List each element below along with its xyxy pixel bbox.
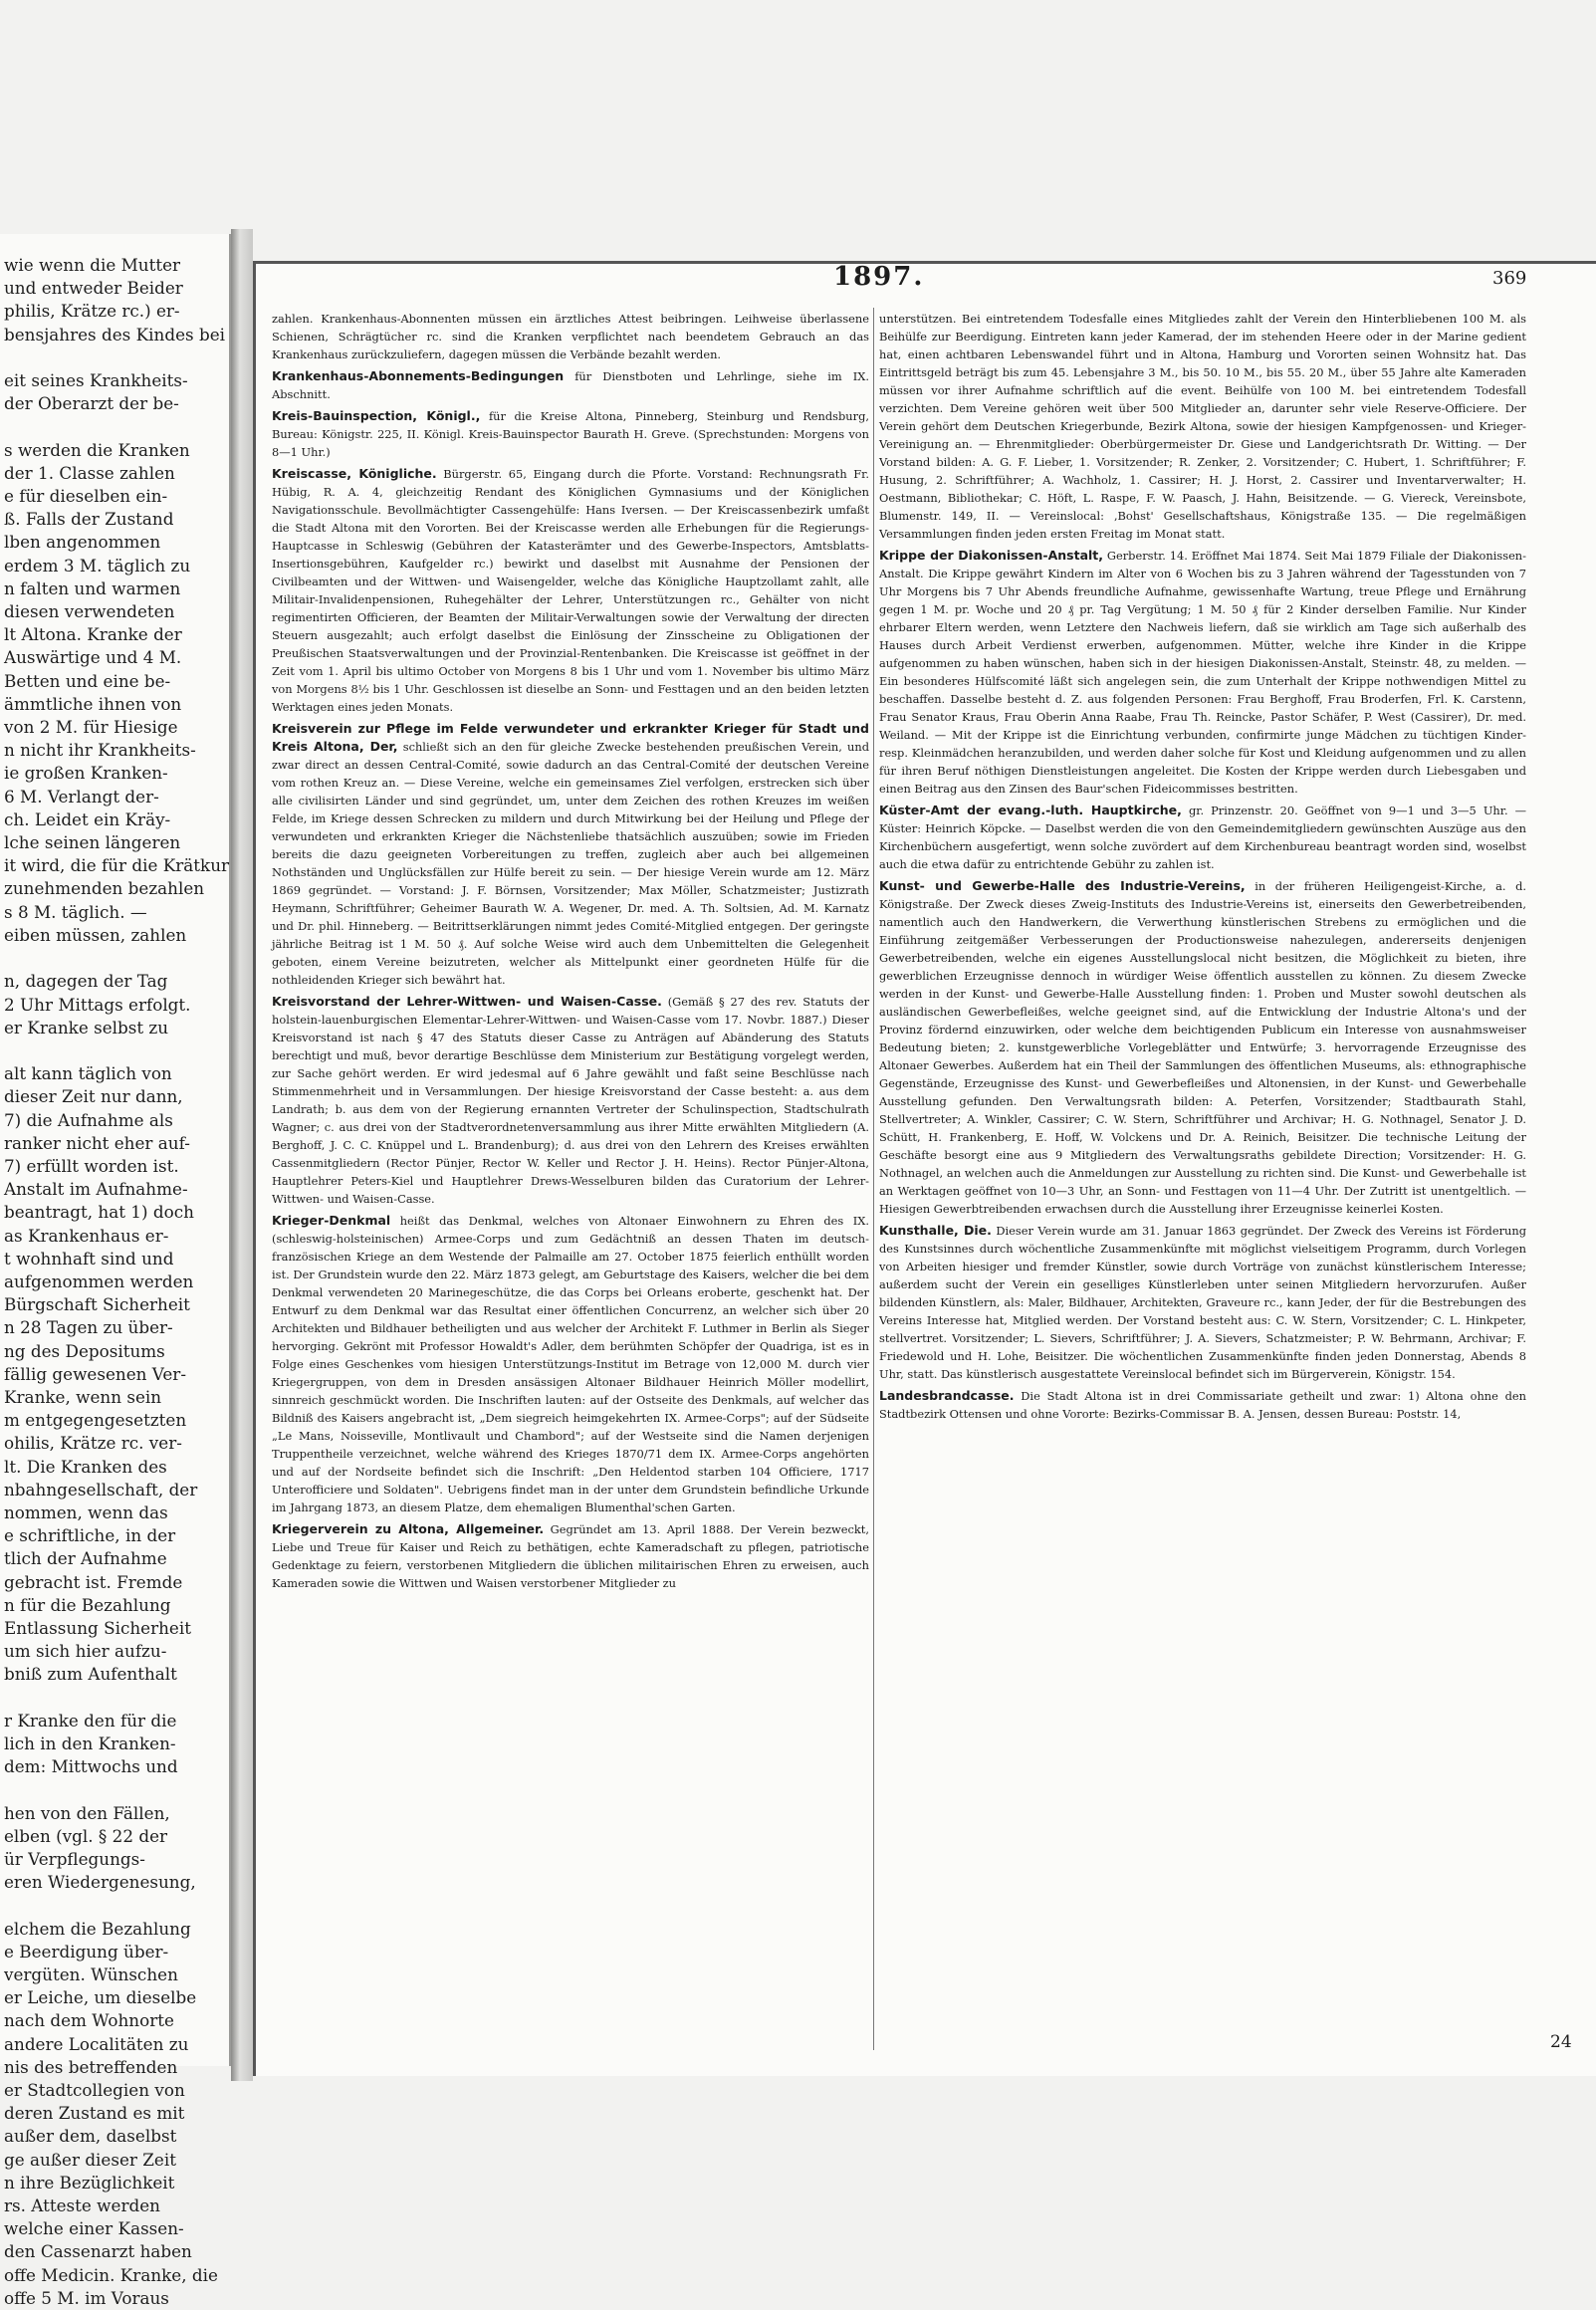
left-page-line: ämmtliche ihnen von [4, 693, 182, 714]
left-page-line: und entweder Beider [4, 278, 183, 299]
left-page [0, 234, 231, 2308]
left-page-line: er Kranke selbst zu [4, 1017, 169, 1038]
left-page-line: vergüten. Wünschen [4, 1964, 178, 1985]
left-page-line: e für dieselben ein- [4, 486, 168, 507]
left-page-line: ranker nicht eher auf- [4, 1132, 190, 1153]
left-page-line: 7) erfüllt worden ist. [4, 1155, 179, 1176]
left-page-line: welche einer Kassen- [4, 2218, 184, 2239]
left-page-line: der Oberarzt der be- [4, 393, 179, 414]
entry-text: Die Stadt Altona ist in drei Commissariate getheilt und zwar: 1) Altona ohne den Stadtbezirk Ottensen und ohne Vororte: Bezirks-Commissar B. A. Jensen, dessen Bureau: Poststr. 14, [879, 1389, 1530, 1421]
left-page-line: offe Medicin. Kranke, die [4, 2264, 218, 2285]
book-gutter [231, 229, 253, 2081]
signature-mark: 24 [1550, 2032, 1572, 2052]
left-page-line: ie großen Kranken- [4, 763, 168, 784]
left-page-line: lt. Die Kranken des [4, 1456, 167, 1477]
left-page-line: zunehmenden bezahlen [4, 878, 205, 899]
left-page-line: elchem die Bezahlung [4, 1918, 191, 1939]
left-page-line: rs. Atteste werden [4, 2195, 160, 2216]
left-page-line: ß. Falls der Zustand [4, 509, 174, 530]
entry-heading: Landesbrandcasse. [879, 1388, 1015, 1403]
entry-text: Gerberstr. 14. Eröffnet Mai 1874. Seit Mai 1879 Filiale der Diakonissen-Anstalt. Die Krippe gewährt Kindern im Alter von 6 Wochen bis zu 3 Jahren während der Tagesstunden von 7 Uhr Morgens bis 7 Uhr Abends freundliche Aufnahme, gewissenhafte Wartung, treue Pflege und Ernährung gegen 1 M. pr. Woche und 20 ₰ pr. Tag Vergütung; 1 M. 50 ₰ für 2 Kinder derselben Familie. Nur Kinder ehrbarer Eltern werden, wenn Letztere den Nachweis liefern, daß sie wirklich am Tage sich außerhalb des Hauses durch Arbeit Verdienst erwerben, aufgenommen. Mütter, welche ihre Kinder in die Krippe aufgenommen zu haben wünschen, haben sich in der hiesigen Diakonissen-Anstalt, Steinstr. 48, zu melden. — Ein besonderes Hülfscomité läßt sich angelegen sein, die zum Unterhalt der Krippe nothwendigen Mittel zu beschaffen. Dasselbe besteht d. Z. aus folgenden Personen: Frau Berghoff, Frau Broderfen, Frl. K. Carstenn, Frau Senator Kraus, Frau Oberin Anna Raabe, Frau Th. Reincke, Pastor Schäfer, P. West (Cassirer), Dr. med. Weiland. — Mit der Krippe ist die Einrichtung verbunden, confirmirte junge Mädchen zu tüchtigen Kinder- resp. Kleinmädchen heranzubilden, und werden daher solche für Kost und Kleidung aufgenommen und zu allen für ihren Beruf nöthigen Dienstleistungen angeleitet. Die Kosten der Krippe werden durch Liebesgaben und einen Beitrag aus den Zinsen des Baur'schen Fideicommisses bestritten. [879, 549, 1530, 796]
directory-entry [272, 1520, 873, 1592]
entry-heading: Krankenhaus-Abonnements-Bedingungen [272, 368, 565, 383]
entry-text: gr. Prinzenstr. 20. Geöffnet von 9—1 und 3—5 Uhr. — Küster: Heinrich Köpcke. — Daselbst werden die von den Gemeindemitgliedern gewünschten Auszüge aus den Kirchenbüchern ausgefertigt, wenn solche zuvördert auf dem Kirchenbureau beantragt worden sind, woselbst auch die etwa dafür zu entrichtende Gebühr zu zahlen ist. [879, 804, 1530, 871]
entry-heading: Kreisverein zur Pflege im Felde verwundeter und erkrankter Krieger für Stadt und Kreis Altona, Der, [272, 721, 874, 754]
left-page-line: 7) die Aufnahme als [4, 1109, 173, 1130]
left-page-line: außer dem, daselbst [4, 2126, 177, 2147]
left-page-line [0, 346, 225, 369]
left-page-line: s werden die Kranken [4, 439, 190, 460]
entry-text: in der früheren Heiligengeist-Kirche, a. d. Königstraße. Der Zweck dieses Zweig-Instituts des Industrie-Vereins ist, einerseits den Gewerbetreibenden, namentlich auch den Handwerkern, die Verwerthung künstlerischen Strebens zu ermöglichen und die Einführung zeitgemäßer Verbesserungen der Productionsweise nahezulegen, andererseits denjenigen Gewerbetreibenden, welche ein eigenes Ausstellungslocal nicht besitzen, die Möglichkeit zu bieten, ihre gewerblichen Erzeugnisse dennoch in würdiger Weise öffentlich ausstellen zu können. Zu diesem Zwecke werden in der Kunst- und Gewerbe-Halle Ausstellung finden: 1. Proben und Muster sowohl deutschen als ausländischen Gewerbefleißes, welche geeignet sind, auf die Entwicklung der Industrie Altona's und der Provinz fördernd einzuwirken, oder welche dem beichtigenden Publicum ein Interesse von ausnahmsweiser Bedeutung bieten; 2. kunstgewerbliche Vorlegeblätter und Entwürfe; 3. hervorragende Erzeugnisse des Altonaer Gewerbes. Außerdem hat ein Theil der Sammlungen des öffentlichen Museums, als: ethnographische Gegenstände, Erzeugnisse des Kunst- und Gewerbefleißes und Altonensien, in der Kunst- und Gewerbehalle Ausstellung gefunden. Den Verwaltungsrath bilden: A. Peterfen, Vorsitzender; Stadtbaurath Stahl, Stellvertreter; A. Winkler, Cassirer; C. W. Stern, Schriftführer und Archivar; H. G. Nothnagel, Senator J. D. Schütt, H. Frankenberg, E. Hoff, W. Volckens und Dr. A. Reinich, Beisitzer. Die technische Leitung der Geschäfte besorgt eine aus 9 Mitgliedern des Verwaltungsraths gebildete Direction; Vorsitzender: H. G. Nothnagel, an welchen auch die Anmeldungen zur Ausstellung zu richten sind. Die Kunst- und Gewerbehalle ist an Werktagen geöffnet von 10—3 Uhr, an Sonn- und Festtagen von 11—4 Uhr. Der Zutritt ist unentgeltlich. — Hiesigen Gewerbtreibenden erwachsen durch die Ausstellung ihrer Erzeugnisse keinerlei Kosten. [879, 879, 1530, 1216]
left-page-line: Auswärtige und 4 M. [4, 647, 182, 668]
left-page-line: bniß zum Aufenthalt [4, 1664, 177, 1685]
left-page-line: von 2 M. für Hiesige [4, 717, 178, 738]
right-page [253, 261, 1596, 2076]
entry-heading: Kunsthalle, Die. [879, 1223, 992, 1238]
entry-heading: Kreis-Bauinspection, Königl., [272, 408, 481, 423]
left-page-line: it wird, die für die Krätkur [4, 855, 230, 876]
entry-text: (Gemäß § 27 des rev. Statuts der holstein-lauenburgischen Elementar-Lehrer-Wittwen- und Waisen-Casse vom 17. Novbr. 1887.) Dieser Kreisvorstand ist nach § 47 des Statuts dieser Casse zu Anträgen auf Abänderung des Statuts berechtigt und muß, bevor derartige Beschlüsse dem Ministerium zur Bestätigung vorgelegt werden, zur Sache gehört werden. Er wird jedesmal auf 6 Jahre gewählt und faßt seine Beschlüsse nach Stimmenmehrheit und in Versammlungen. Der hiesige Kreisvorstand der Casse besteht: a. aus dem Landrath; b. aus dem von der Regierung ernannten Vertreter der Schulinspection, Stadtschulrath Wagner; c. aus drei von der Stadtverordnetenversammlung aus ihrer Mitte erwählten Mitgliedern (A. Berghoff, J. C. C. Knüppel und L. Brandenburg); d. aus drei von den Lehrern des Kreises erwählten Cassenmitgliedern (Rector Pünjer, Rector W. Keller und Rector J. H. Heins). Rector Pünjer-Altona, Hauptlehrer Peters-Kiel und Hauptlehrer Drews-Wesselburen bilden das Curatorium der Lehrer-Wittwen- und Waisen-Casse. [272, 995, 873, 1206]
left-page-line: eit seines Krankheits- [4, 370, 188, 391]
left-page-line: fällig gewesenen Ver- [4, 1363, 186, 1384]
left-page-line: e Beerdigung über- [4, 1941, 169, 1962]
left-page-line: n ihre Bezüglichkeit [4, 2172, 175, 2193]
left-page-line: 6 M. Verlangt der- [4, 786, 159, 807]
left-page-line [0, 415, 225, 438]
entry-heading: Kriegerverein zu Altona, Allgemeiner. [272, 1521, 545, 1536]
entry-heading: Kunst- und Gewerbe-Halle des Industrie-Vereins, [879, 878, 1246, 893]
left-page-line [0, 1778, 225, 1801]
left-page-line: elben (vgl. § 22 der [4, 1825, 168, 1846]
directory-entry [879, 1387, 1530, 1423]
entry-heading: Kreisvorstand der Lehrer-Wittwen- und Waisen-Casse. [272, 994, 662, 1009]
left-page-line: nis des betreffenden [4, 2056, 178, 2077]
entry-text: unterstützen. Bei eintretendem Todesfalle eines Mitgliedes zahlt der Verein den Hinterbliebenen 100 M. als Beihülfe zur Beerdigung. Eintreten kann jeder Kamerad, der im stehenden Heere oder in der Marine gedient hat, einen achtbaren Lebenswandel führt und in Altona, Hamburg und Vororten seinen Wohnsitz hat. Das Eintrittsgeld beträgt bis zum 45. Lebensjahre 3 M., bis 50. 10 M., bis 55. 20 M., über 55 Jahre alte Kameraden müssen vor ihrer Aufnahme schriftlich auf die event. Beihülfe von 100 M. bei eintretendem Todesfall verzichten. Dem Vereine gehören weit über 500 Mitglieder an, darunter sehr viele Reserve-Officiere. Der Verein gehört dem Deutschen Kriegerbunde, Bezirk Altona, sowie der hiesigen Kampfgenossen- und Krieger-Vereinigung an. — Ehrenmitglieder: Oberbürgermeister Dr. Giese und Landgerichtsrath Dr. Witting. — Der Vorstand bilden: A. G. F. Lieber, 1. Vorsitzender; R. Zenker, 2. Vorsitzender; C. Hubert, 1. Schriftführer; F. Husung, 2. Schriftführer; A. Wachholz, 1. Cassirer; H. J. Horst, 2. Cassirer und Inventarverwalter; H. Oestmann, Bibliothekar; C. Höft, L. Raspe, F. W. Paasch, J. Hahn, Beisitzende. — G. Viereck, Vereinsbote, Blumenstr. 149, II. — Vereinslocal: ‚Bohst' Gesellschaftshaus, Königstraße 135. — Die regelmäßigen Versammlungen finden jeden ersten Freitag im Monat statt. [879, 312, 1530, 541]
left-page-line: alt kann täglich von [4, 1063, 172, 1084]
left-page-line: deren Zustand es mit [4, 2103, 185, 2124]
left-page-line: er Leiche, um dieselbe [4, 1987, 197, 2008]
left-page-line: philis, Krätze rc.) er- [4, 301, 180, 322]
left-page-line: wie wenn die Mutter [4, 255, 181, 275]
left-page-line: n falten und warmen [4, 578, 181, 598]
left-page-line: erdem 3 M. täglich zu [4, 555, 191, 576]
left-page-line: diesen verwendeten [4, 601, 175, 622]
left-page-line [0, 947, 225, 970]
directory-entry [272, 367, 873, 403]
left-page-line: s 8 M. täglich. — [4, 901, 147, 922]
left-page-line: aufgenommen werden [4, 1270, 194, 1291]
left-page-line: der 1. Classe zahlen [4, 462, 175, 483]
left-page-line: as Krankenhaus er- [4, 1225, 169, 1246]
directory-entry [879, 877, 1530, 1218]
entry-heading: Kreiscasse, Königliche. [272, 466, 437, 481]
directory-entry [272, 1212, 873, 1516]
entry-text: heißt das Denkmal, welches von Altonaer Einwohnern zu Ehren des IX. (schleswig-holsteinischen) Armee-Corps und zum Gedächtniß an dessen Thaten im deutsch-französischen Kriege an dem Westende der Palmaille am 27. October 1875 feierlich enthüllt worden ist. Der Grundstein wurde den 22. März 1873 gelegt, am Geburtstage des Kaisers, welcher die bei dem Denkmal verwendeten 20 Marinegeschütze, die das Corps bei Orleans eroberte, geschenkt hat. Der Entwurf zu dem Denkmal war das Resultat einer öffentlichen Concurrenz, an welcher sich über 20 Architekten und Bildhauer betheiligten und aus welcher der Architekt F. Luthmer in Berlin als Sieger hervorging. Gekrönt mit Professor Howaldt's Adler, dem berühmten Schöpfer der Quadriga, ist es in Folge eines Geschenkes vom hiesigen Unterstützungs-Institut im Betrage von 12,000 M. durch vier Kriegergruppen, von dem in Dresden ansässigen Altonaer Bildhauer Heinrich Möller modellirt, sinnreich geschmückt worden. Die Inschriften lauten: auf der Ostseite des Denkmals, auf welcher das Bildniß des Kaisers angebracht ist, „Dem siegreich heimgekehrten IX. Armee-Corps"; auf der Südseite „Le Mans, Noisseville, Montlivault und Chambord"; auf der Westseite sind die Namen derjenigen Truppentheile verzeichnet, welche während des Krieges 1870/71 dem IX. Armee-Corps angehörten und auf der Nordseite befindet sich die Inschrift: „Den Heldentod starben 104 Officiere, 1717 Unterofficiere und Soldaten". Uebrigens findet man in der unter dem Grundstein befindliche Urkunde im Jahrgang 1873, an diesem Platze, dem ehemaligen Blumenthal'schen Garten. [272, 1214, 873, 1514]
page-number: 369 [1492, 268, 1527, 289]
entry-heading: Krippe der Diakonissen-Anstalt, [879, 548, 1104, 563]
entry-text: zahlen. Krankenhaus-Abonnenten müssen ein ärztliches Attest beibringen. Leihweise überlassene Schienen, Schrägtücher rc. sind die Kranken verpflichtet nach beendetem Gebrauch an das Krankenhaus zurückzuliefern, dagegen müssen die Verbände bezahlt werden. [272, 312, 873, 361]
left-page-line: um sich hier aufzu- [4, 1641, 167, 1662]
directory-entry [879, 310, 1530, 543]
directory-entry [272, 465, 873, 716]
directory-entry [272, 310, 873, 363]
directory-entry [272, 720, 874, 989]
entry-heading: Krieger-Denkmal [272, 1213, 391, 1228]
left-page-line: ohilis, Krätze rc. ver- [4, 1433, 182, 1454]
left-page-line: 2 Uhr Mittags erfolgt. [4, 994, 191, 1015]
directory-entry [272, 407, 873, 461]
left-page-line: Anstalt im Aufnahme- [4, 1179, 188, 1200]
left-page-line: offe 5 M. im Voraus [4, 2287, 169, 2308]
directory-entry [879, 802, 1530, 873]
left-page-line: dem: Mittwochs und [4, 1756, 178, 1777]
left-page-line: lben angenommen [4, 532, 161, 553]
entry-text: Bürgerstr. 65, Eingang durch die Pforte. Vorstand: Rechnungsrath Fr. Hübig, R. A. 4, gleichzeitig Rendant des Königlichen Gymnasiums und der Königlichen Navigationsschule. Bevollmächtigter Cassengehülfe: Hans Iversen. — Der Kreiscassenbezirk umfaßt die Stadt Altona mit den Vororten. Bei der Kreiscasse werden alle Erhebungen für die Regierungs-Hauptcasse in Schleswig (Gebühren der Katasterämter und des Gewerbe-Inspectors, Amtsblatts-Insertionsgebühren, Kaufgelder rc.) bewirkt und daselbst mit Ausnahme der Pensionen der Civilbeamten und der Wittwen- und Waisengelder, welche das Königliche Hauptzollamt zahlt, alle Militair-Invalidenpensionen, Ruhegehälter der Lehrer, Unterstützungen rc., Gehälter von nicht regimentirten Officieren, der Beamten der Militair-Verwaltungen sowie der Verwaltung der directen Steuern ausgezahlt; auch erfolgt daselbst die Einlösung der Zinsscheine zu Obligationen der Preußischen Staatsverwaltungen und der Provinzial-Rentenbanken. Die Kreiscasse ist geöffnet in der Zeit vom 1. April bis ultimo October von Morgens 8 bis 1 Uhr und vom 1. November bis ultimo März von Morgens 8½ bis 1 Uhr. Geschlossen ist dieselbe an Sonn- und Festtagen und an den beiden letzten Werktagen eines jeden Monats. [272, 467, 873, 714]
left-page-line: ür Verpflegungs- [4, 1849, 145, 1870]
left-page-line: gebracht ist. Fremde [4, 1571, 183, 1592]
column-divider [873, 308, 874, 2050]
entry-text: Gegründet am 13. April 1888. Der Verein bezweckt, Liebe und Treue für Kaiser und Reich zu bethätigen, echte Kameradschaft zu pflegen, patriotische Gedenktage zu feiern, verstorbenen Mitgliedern die üblichen militairischen Ehren zu erweisen, auch Kameraden sowie die Wittwen und Waisen verstorbener Mitglieder zu [272, 1522, 873, 1590]
left-page-line: hen von den Fällen, [4, 1802, 170, 1823]
directory-entry [272, 993, 873, 1208]
left-page-line: bensjahres des Kindes bei [4, 324, 225, 345]
left-page-line: andere Localitäten zu [4, 2033, 189, 2054]
text-column-right [879, 310, 1530, 2054]
left-page-line: er Stadtcollegien von [4, 2080, 185, 2101]
left-page-line: e schriftliche, in der [4, 1525, 176, 1546]
left-page-line: n, dagegen der Tag [4, 971, 168, 992]
left-page-line: nach dem Wohnorte [4, 2010, 174, 2031]
left-page-line: eren Wiedergenesung, [4, 1872, 196, 1893]
left-page-line: n 28 Tagen zu über- [4, 1317, 173, 1338]
directory-entry [879, 547, 1530, 798]
text-column-left [272, 310, 874, 2054]
left-page-line: lich in den Kranken- [4, 1733, 176, 1753]
left-page-line: m entgegengesetzten [4, 1410, 187, 1431]
left-page-line: nommen, wenn das [4, 1502, 168, 1522]
entry-text: schließt sich an den für gleiche Zwecke bestehenden preußischen Verein, und zwar direct an dessen Central-Comité, sowie dadurch an das Central-Comité der deutschen Vereine vom rothen Kreuz an. — Diese Vereine, welche ein gemeinsames Ziel verfolgen, erstrecken sich über alle civilisirten Länder und sind gegründet, um, unter dem Zeichen des rothen Kreuzes im weißen Felde, im Kriege dessen Schrecken zu mildern und durch Mitwirkung bei der Heilung und Pflege der verwundeten und erkrankten Krieger die Nächstenliebe thatsächlich auszuüben; sowie im Frieden bereits die dazu geeigneten Vorbereitungen zu treffen, zugleich aber auch bei allgemeinen Nothständen und Unglücksfällen zur Hülfe bereit zu sein. — Der hiesige Verein wurde am 12. März 1869 gegründet. — Vorstand: J. F. Börnsen, Vorsitzender; Max Möller, Schatzmeister; Justizrath Heymann, Schriftführer; Geheimer Baurath W. A. Wegener, Dr. med. A. Th. Soltsien, Ad. M. Karnatz und Dr. phil. Hinneberg. — Beitrittserklärungen nimmt jedes Comité-Mitglied entgegen. Der geringste jährliche Beitrag ist 1 M. 50 ₰. Auf solche Weise wird auch dem Unbemittelten die Gelegenheit geboten, einem Vereine beizutreten, welcher als Mittelpunkt einer geordneten Hülfe für die nothleidenden Krieger sich bewährt hat. [272, 740, 873, 987]
left-page-line: Betten und eine be- [4, 670, 171, 691]
left-page-line: ge außer dieser Zeit [4, 2149, 176, 2170]
left-page-line [0, 1687, 225, 1710]
entry-text: für Dienstboten und Lehrlinge, siehe im IX. Abschnitt. [272, 369, 873, 401]
left-page-line [0, 1040, 225, 1062]
left-page-line: r Kranke den für die [4, 1710, 177, 1731]
left-page-line [0, 1894, 225, 1917]
left-page-line: beantragt, hat 1) doch [4, 1202, 194, 1223]
left-page-line: dieser Zeit nur dann, [4, 1086, 183, 1107]
entry-text: für die Kreise Altona, Pinneberg, Steinburg und Rendsburg, Bureau: Königstr. 225, II. Königl. Kreis-Bauinspector Baurath H. Greve. (Sprechstunden: Morgens von 8—1 Uhr.) [272, 409, 873, 459]
left-page-fragment-column [0, 254, 230, 2310]
left-page-line: ch. Leidet ein Kräy- [4, 808, 171, 829]
left-page-line: lt Altona. Kranke der [4, 624, 182, 645]
left-page-line: n für die Bezahlung [4, 1594, 171, 1615]
left-page-line: tlich der Aufnahme [4, 1548, 167, 1569]
left-page-line: Bürgschaft Sicherheit [4, 1294, 190, 1315]
left-page-line: ng des Depositums [4, 1340, 165, 1361]
left-page-line: den Cassenarzt haben [4, 2241, 192, 2262]
page-year-header: 1897. [833, 262, 925, 292]
left-page-line: lche seinen längeren [4, 832, 181, 853]
directory-entry [879, 1222, 1530, 1383]
left-page-line: t wohnhaft sind und [4, 1248, 174, 1269]
left-page-line: Kranke, wenn sein [4, 1386, 162, 1407]
left-page-line: n nicht ihr Krankheits- [4, 740, 196, 761]
left-page-line: nbahngesellschaft, der [4, 1479, 198, 1500]
left-page-line: eiben müssen, zahlen [4, 924, 187, 945]
left-page-line: Entlassung Sicherheit [4, 1617, 191, 1638]
entry-heading: Küster-Amt der evang.-luth. Hauptkirche, [879, 803, 1182, 817]
entry-text: Dieser Verein wurde am 31. Januar 1863 gegründet. Der Zweck des Vereins ist Förderung des Kunstsinnes durch wöchentliche Zusammenkünfte mit möglichst vielseitigem Programm, durch Vorlegen von Arbeiten hiesiger und fremder Künstler, sowie durch Vorträge von zunächst künstlerischem Interesse; außerdem sucht der Verein ein geselliges Künstlerleben unter seinen Mitgliedern hervorzurufen. Außer bildenden Künstlern, als: Maler, Bildhauer, Architekten, Graveure rc., kann Jeder, der für die Bestrebungen des Vereins Interesse hat, Mitglied werden. Der Vorstand besteht aus: C. W. Stern, Vorsitzender; C. L. Hinkpeter, stellvertret. Vorsitzender; L. Sievers, Schriftführer; J. A. Sievers, Schatzmeister; P. W. Behrmann, Archivar; F. Friedewold und H. Lohe, Beisitzer. Die wöchentlichen Zusammenkünfte finden jeden Donnerstag, Abends 8 Uhr, statt. Das künstlerisch ausgestattete Vereinslocal befindet sich im Bürgerverein, Königstr. 154. [879, 1224, 1530, 1381]
